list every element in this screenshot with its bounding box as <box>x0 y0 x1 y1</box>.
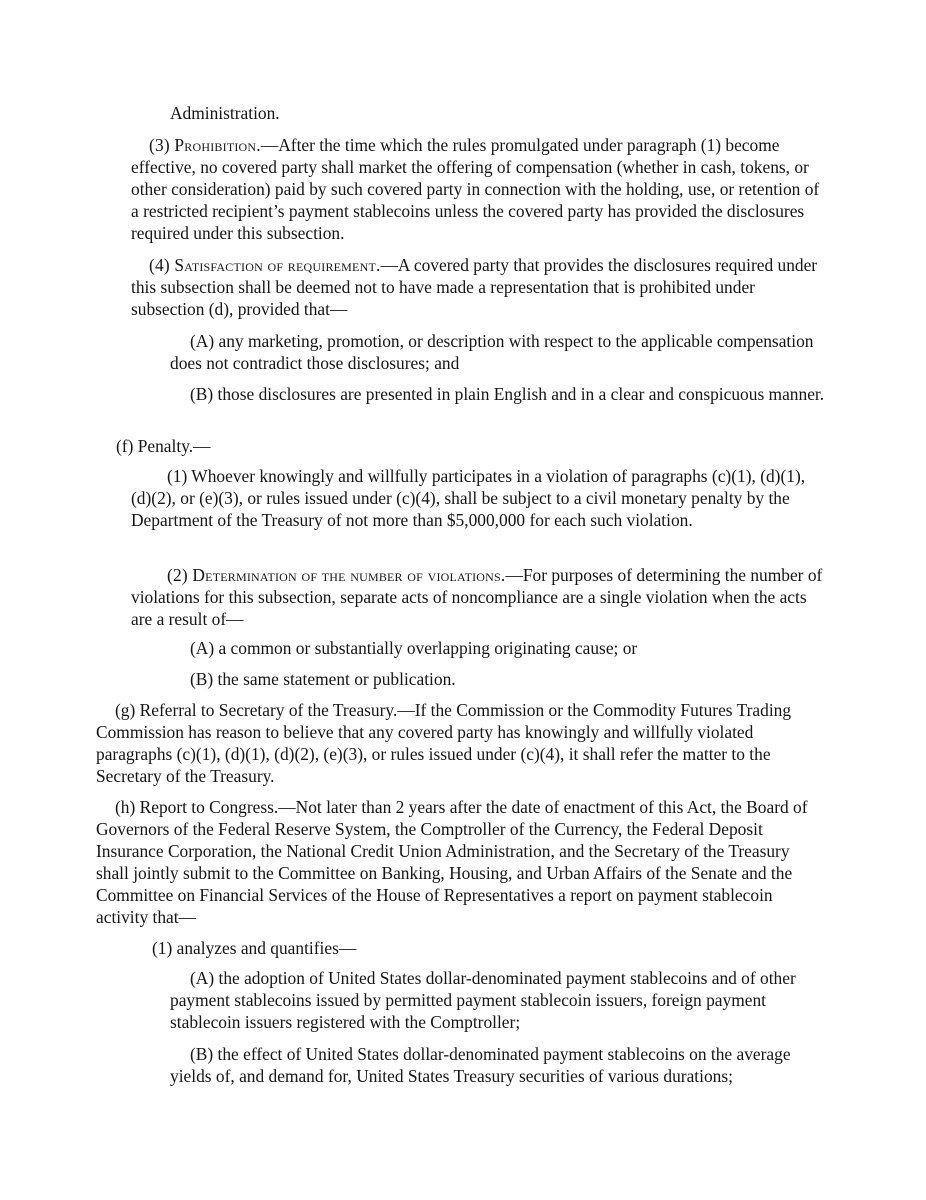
paragraph-text: (B) the effect of United States dollar-denominated payment stablecoins on the average yields of, and demand for, United States Treasury securities of various durations; <box>170 1044 791 1086</box>
paragraph-text: Administration. <box>170 103 280 123</box>
paragraph-h1-A <box>170 967 830 1033</box>
paragraph-text: —After the time which the rules promulgated under paragraph (1) become effective, no covered party shall market the offering of compensation (whether in cash, tokens, or other consideration) paid by such covered party in connection with the holding, use, or retention of a restricted recipient’s payment stablecoins unless the covered party has provided the disclosures required under this subsection. <box>131 135 820 243</box>
paragraph-text: (B) the same statement or publication. <box>190 669 456 689</box>
paragraph-e4-A <box>170 330 830 374</box>
paragraph-h-report <box>96 796 826 928</box>
paragraph-text: (A) a common or substantially overlapping originating cause; or <box>190 638 638 658</box>
paragraph-f2-determination <box>131 564 831 630</box>
paragraph-h1 <box>152 937 832 959</box>
paragraph-e4-satisfaction <box>131 254 826 320</box>
paragraph-text: (A) the adoption of United States dollar-denominated payment stablecoins and of other payment stablecoins issued by permitted payment stablecoin issuers, foreign payment stablecoin issuers registered with the Comptroller; <box>170 968 796 1032</box>
paragraph-text: (B) those disclosures are presented in plain English and in a clear and conspicuous manner. <box>190 384 825 404</box>
paragraph-administration-continuation <box>170 102 890 124</box>
paragraph-f1 <box>131 465 826 531</box>
paragraph-text: (g) Referral to Secretary of the Treasury.—If the Commission or the Commodity Futures Trading Commission has reason to believe that any covered party has knowingly and willfully violated paragraphs (c)(1), (d)(1), (d)(2), (e)(3), or rules issued under (c)(4), it shall refer the matter to the Secretary of the Treasury. <box>96 700 792 786</box>
paragraph-h1-B <box>170 1043 830 1087</box>
paragraph-text: (A) any marketing, promotion, or description with respect to the applicable compensation does not contradict those disclosures; and <box>170 331 814 373</box>
paragraph-text: —For purposes of determining the number of violations for this subsection, separate acts of noncompliance are a single violation when the acts are a result of— <box>131 565 823 629</box>
paragraph-text: (h) Report to Congress.—Not later than 2 years after the date of enactment of this Act, the Board of Governors of the Federal Reserve System, the Comptroller of the Currency, the Federal Deposit Insurance Corporation, the National Credit Union Administration, and the Secretary of the Treasury shall jointly submit to the Committee on Banking, Housing, and Urban Affairs of the Senate and the Committee on Financial Services of the House of Representatives a report on payment stablecoin activity that— <box>96 797 808 927</box>
paragraph-text: —A covered party that provides the disclosures required under this subsection shall be deemed not to have made a representation that is prohibited under subsection (d), provided that— <box>131 255 818 319</box>
paragraph-f2-B <box>170 668 830 690</box>
paragraph-text: (f) Penalty.— <box>116 436 211 456</box>
paragraph-text: (1) analyzes and quantifies— <box>152 938 357 958</box>
paragraph-f-penalty <box>116 435 836 457</box>
paragraph-f2-A <box>170 637 830 659</box>
paragraph-e3-prohibition <box>131 134 826 244</box>
paragraph-heading: (4) Satisfaction of requirement. <box>149 255 381 275</box>
paragraph-e4-B <box>170 383 830 405</box>
paragraph-g-referral <box>96 699 824 787</box>
paragraph-heading: (2) Determination of the number of violations. <box>167 565 506 585</box>
paragraph-heading: (3) Prohibition. <box>149 135 261 155</box>
paragraph-text: (1) Whoever knowingly and willfully participates in a violation of paragraphs (c)(1), (d)(1), (d)(2), or (e)(3), or rules issued under (c)(4), shall be subject to a civil monetary penalty by the Department of the Treasury of not more than $5,000,000 for each such violation. <box>131 466 806 530</box>
